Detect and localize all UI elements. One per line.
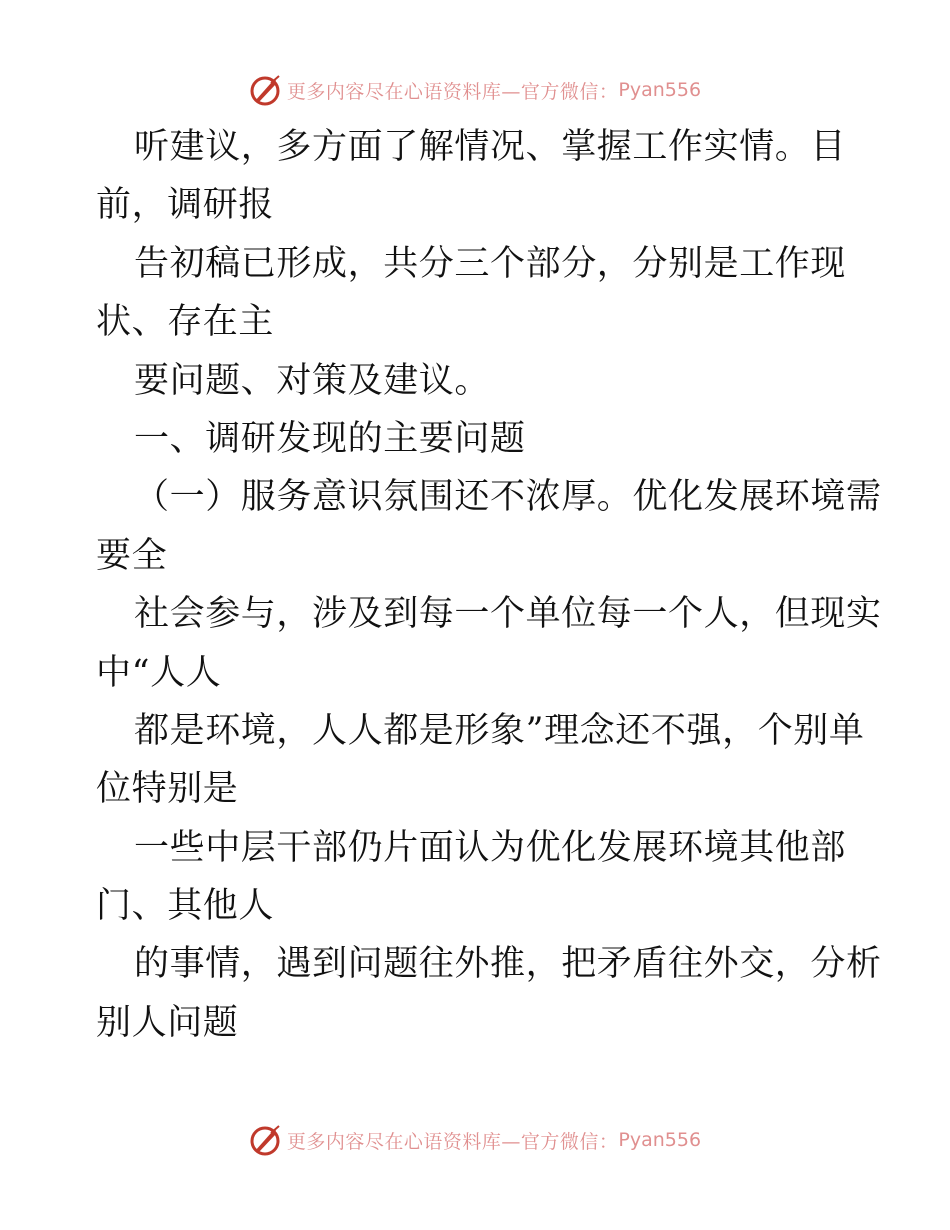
- body-line: 位特别是: [96, 769, 239, 810]
- footer-watermark-id: Pyan556: [618, 1129, 702, 1151]
- body-line: 都是环境，人人都是形象”理念还不强，个别单: [134, 710, 865, 751]
- body-line: 一些中层干部仍片面认为优化发展环境其他部: [134, 827, 847, 868]
- pen-logo-icon: [249, 1123, 283, 1157]
- body-line: 要问题、对策及建议。: [134, 360, 491, 401]
- pen-logo-icon: [249, 73, 283, 107]
- subsection-heading: （一）服务意识氛围还不浓厚。优化发展环境需: [134, 477, 882, 518]
- body-line: 要全: [96, 535, 168, 576]
- body-line: 中“人人: [96, 652, 222, 693]
- body-line: 听建议，多方面了解情况、掌握工作实情。目: [134, 127, 847, 167]
- body-line: 门、其他人: [96, 886, 275, 927]
- body-line: 前，调研报: [96, 185, 275, 226]
- header-watermark-text: 更多内容尽在心语资料库—官方微信：: [286, 80, 619, 103]
- footer-watermark-text: 更多内容尽在心语资料库—官方微信：: [286, 1130, 619, 1153]
- body-line: 的事情，遇到问题往外推，把矛盾往外交，分析: [134, 944, 882, 985]
- header-watermark-id: Pyan556: [618, 79, 702, 101]
- section-heading: 一、调研发现的主要问题: [134, 418, 526, 459]
- body-line: 状、存在主: [96, 302, 275, 343]
- footer-watermark: [0, 1120, 950, 1160]
- body-line: 别人问题: [96, 1002, 239, 1043]
- document-body: [96, 118, 882, 1052]
- body-line: 社会参与，涉及到每一个单位每一个人，但现实: [134, 594, 882, 635]
- body-line: 告初稿已形成，共分三个部分，分别是工作现: [134, 243, 847, 284]
- header-watermark: [0, 70, 950, 110]
